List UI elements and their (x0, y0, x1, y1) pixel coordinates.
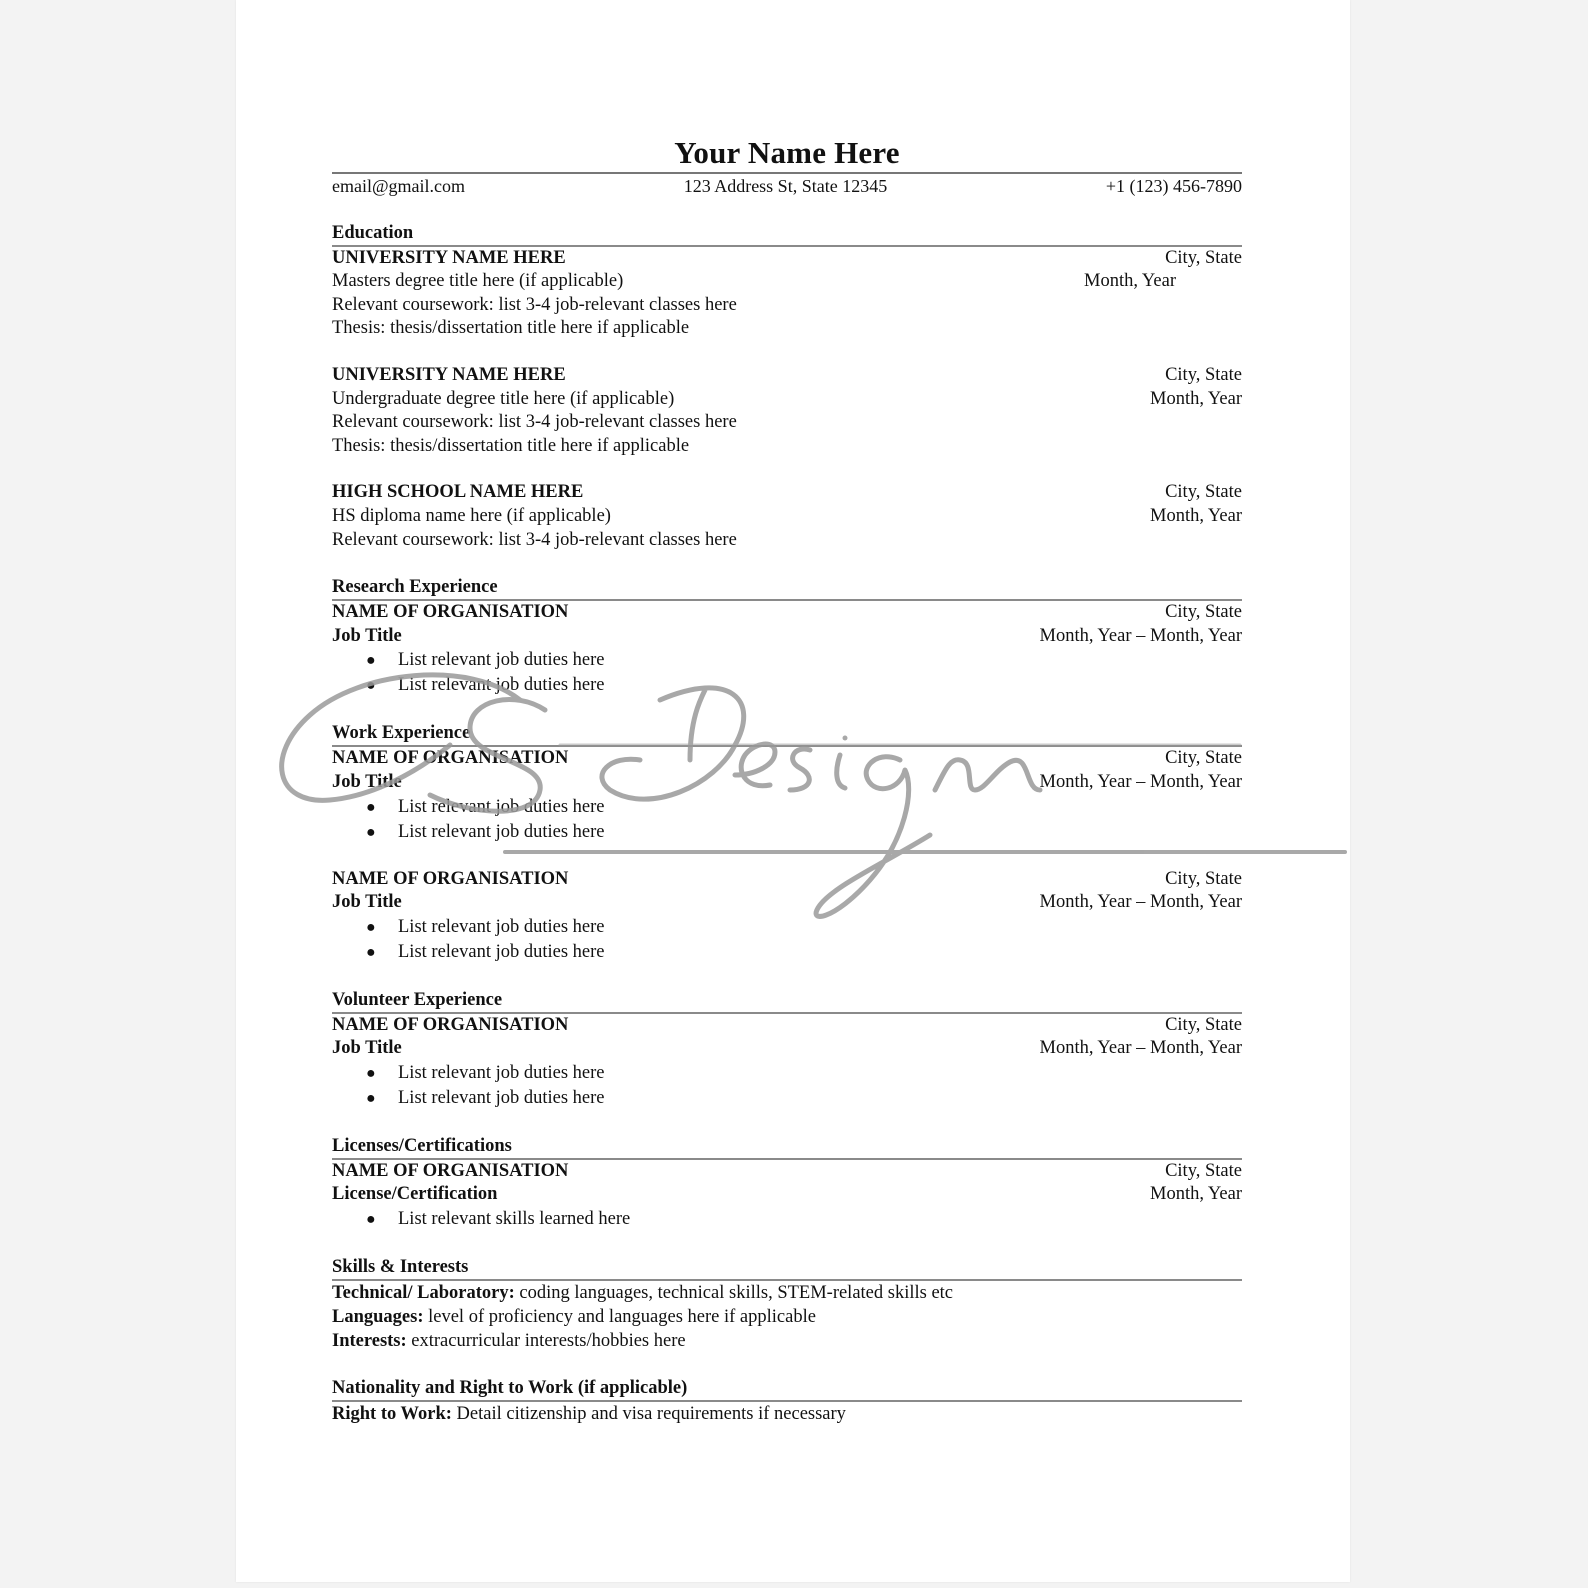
licenses-section (332, 1134, 1242, 1232)
volunteer-entry (332, 1014, 1242, 1111)
section-title-research: Research Experience (332, 577, 498, 598)
license-date: Month, Year (1150, 1184, 1242, 1205)
resume-page (236, 0, 1350, 1582)
section-title-volunteer: Volunteer Experience (332, 989, 503, 1010)
education-entry (332, 247, 1242, 341)
contact-line (332, 172, 1242, 199)
research-entry (332, 601, 1242, 698)
duty-item: ● List relevant job duties here (332, 648, 1242, 673)
skills-learned-list (332, 1207, 1242, 1232)
thesis: Thesis: thesis/dissertation title here if applicable (332, 435, 690, 456)
school-location: City, State (1165, 482, 1242, 503)
coursework: Relevant coursework: list 3-4 job-relevant classes here (332, 529, 737, 550)
resume-name: Your Name Here (674, 135, 900, 170)
job-title: Job Title (332, 892, 402, 913)
bullet-icon: ● (366, 798, 376, 816)
organisation-name: NAME OF ORGANISATION (332, 1160, 569, 1181)
skill-technical: Technical/ Laboratory: coding languages, technical skills, STEM-related skills etc (332, 1283, 954, 1304)
school-location: City, State (1165, 364, 1242, 385)
education-section (332, 221, 1242, 553)
job-title: Job Title (332, 771, 402, 792)
work-entry (332, 747, 1242, 844)
job-dates: Month, Year – Month, Year (1039, 1038, 1242, 1059)
duty-item: ● List relevant job duties here (332, 820, 1242, 845)
school-name: UNIVERSITY NAME HERE (332, 247, 566, 268)
contact-phone: +1 (123) 456-7890 (1105, 176, 1242, 196)
job-dates: Month, Year – Month, Year (1039, 771, 1242, 792)
license-title: License/Certification (332, 1184, 498, 1205)
degree-date: Month, Year (1084, 271, 1176, 292)
license-entry (332, 1160, 1242, 1232)
bullet-icon: ● (366, 943, 376, 961)
thesis: Thesis: thesis/dissertation title here if applicable (332, 318, 690, 339)
organisation-location: City, State (1165, 1160, 1242, 1181)
bullet-icon: ● (366, 1211, 376, 1229)
duties-list (332, 648, 1242, 698)
school-name: HIGH SCHOOL NAME HERE (332, 482, 584, 503)
duty-item: ● List relevant job duties here (332, 1061, 1242, 1086)
education-entry (332, 481, 1242, 552)
duties-list (332, 1061, 1242, 1111)
organisation-location: City, State (1165, 602, 1242, 623)
school-name: UNIVERSITY NAME HERE (332, 364, 566, 385)
section-title-work: Work Experience (332, 723, 471, 744)
contact-email: email@gmail.com (332, 176, 466, 196)
work-entry (332, 868, 1242, 965)
school-location: City, State (1165, 247, 1242, 268)
degree-date: Month, Year (1150, 388, 1242, 409)
duty-item: ● List relevant job duties here (332, 795, 1242, 820)
organisation-location: City, State (1165, 868, 1242, 889)
coursework: Relevant coursework: list 3-4 job-relevant classes here (332, 294, 737, 315)
skills-section (332, 1255, 1242, 1353)
skill-languages: Languages: level of proficiency and languages here if applicable (332, 1307, 816, 1328)
job-dates: Month, Year – Month, Year (1039, 625, 1242, 646)
job-title: Job Title (332, 625, 402, 646)
work-section (332, 721, 1242, 964)
organisation-name: NAME OF ORGANISATION (332, 748, 569, 769)
duty-item: ● List relevant job duties here (332, 1086, 1242, 1111)
research-section (332, 575, 1242, 698)
duties-list (332, 915, 1242, 965)
bullet-icon: ● (366, 1064, 376, 1082)
skill-item: ● List relevant skills learned here (332, 1207, 1242, 1232)
right-to-work: Right to Work: Detail citizenship and visa requirements if necessary (332, 1404, 846, 1425)
section-title-licenses: Licenses/Certifications (332, 1135, 512, 1156)
job-title: Job Title (332, 1038, 402, 1059)
degree-date: Month, Year (1150, 505, 1242, 526)
contact-address: 123 Address St, State 12345 (683, 176, 888, 196)
duty-item: ● List relevant job duties here (332, 915, 1242, 940)
bullet-icon: ● (366, 677, 376, 695)
coursework: Relevant coursework: list 3-4 job-relevant classes here (332, 412, 737, 433)
degree-title: Masters degree title here (if applicable) (332, 271, 624, 292)
bullet-icon: ● (366, 652, 376, 670)
degree-title: Undergraduate degree title here (if applicable) (332, 388, 675, 409)
bullet-icon: ● (366, 823, 376, 841)
organisation-location: City, State (1165, 1014, 1242, 1035)
skill-interests: Interests: extracurricular interests/hobbies here (332, 1331, 686, 1352)
duties-list (332, 795, 1242, 845)
organisation-name: NAME OF ORGANISATION (332, 602, 569, 623)
volunteer-section (332, 988, 1242, 1111)
job-dates: Month, Year – Month, Year (1039, 892, 1242, 913)
organisation-name: NAME OF ORGANISATION (332, 1014, 569, 1035)
organisation-location: City, State (1165, 748, 1242, 769)
organisation-name: NAME OF ORGANISATION (332, 868, 569, 889)
resume-content (332, 134, 1242, 1426)
duty-item: ● List relevant job duties here (332, 673, 1242, 698)
section-title-nationality: Nationality and Right to Work (if applicable) (332, 1378, 688, 1399)
bullet-icon: ● (366, 1089, 376, 1107)
section-title-education: Education (332, 222, 414, 243)
duty-item: ● List relevant job duties here (332, 940, 1242, 965)
education-entry (332, 364, 1242, 458)
nationality-section (332, 1376, 1242, 1426)
section-title-skills: Skills & Interests (332, 1257, 469, 1278)
bullet-icon: ● (366, 918, 376, 936)
degree-title: HS diploma name here (if applicable) (332, 505, 611, 526)
